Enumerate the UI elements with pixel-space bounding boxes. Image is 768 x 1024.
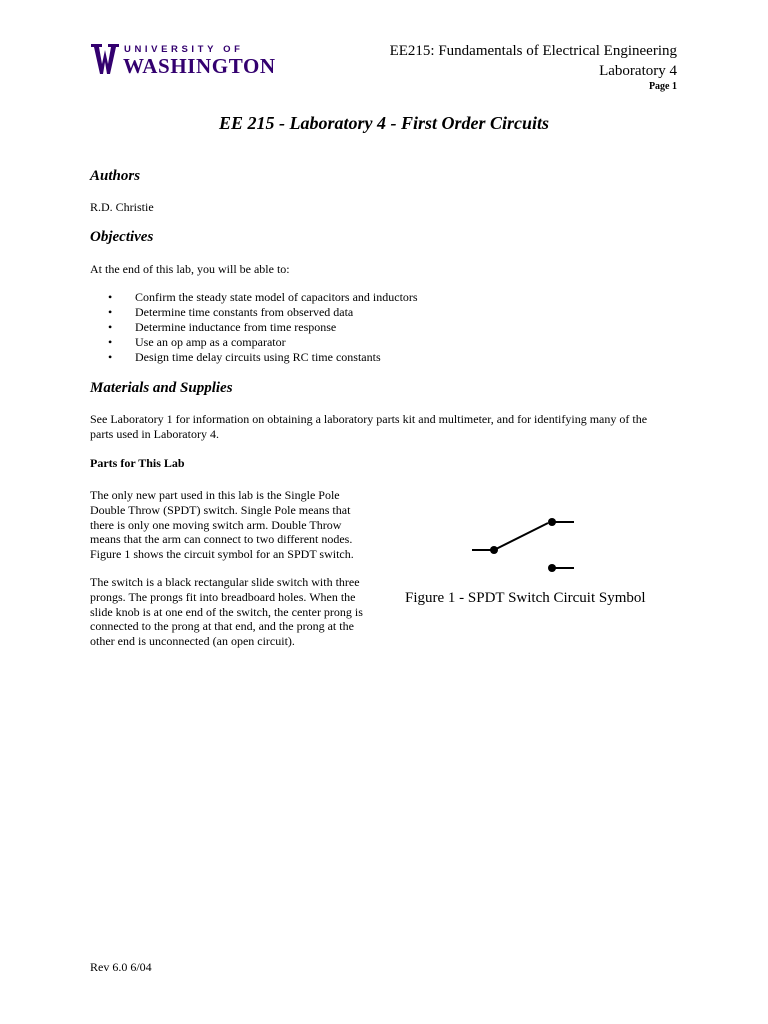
list-item [108, 290, 418, 305]
bullet-icon: • [108, 335, 113, 349]
objective-text: Use an op amp as a comparator [135, 335, 286, 349]
bullet-icon: • [108, 350, 113, 364]
text-line: means that the arm can connect to two different nodes. [90, 532, 353, 547]
header-page-number: Page 1 [648, 81, 677, 92]
text-line: slide knob is at one end of the switch, the center prong is [90, 604, 363, 619]
materials-text [90, 412, 690, 442]
materials-heading: Materials and Supplies [90, 380, 233, 396]
list-item [108, 305, 418, 320]
parts-heading: Parts for This Lab [90, 456, 185, 470]
text-line: other end is unconnected (an open circuit). [90, 634, 295, 649]
switch-description [90, 575, 390, 649]
uw-w-mark-icon [90, 42, 120, 76]
list-item [108, 350, 418, 365]
text-line: The switch is a black rectangular slide switch with three [90, 575, 360, 589]
objective-text: Confirm the steady state model of capacitors and inductors [135, 290, 418, 304]
header-lab-number: Laboratory 4 [599, 63, 677, 79]
logo-washington: WASHINGTON [123, 54, 276, 78]
objective-text: Design time delay circuits using RC time constants [135, 350, 381, 364]
switch-arm [494, 523, 548, 550]
objective-text: Determine inductance from time response [135, 320, 337, 334]
objectives-heading: Objectives [90, 229, 154, 245]
header-course-title: EE215: Fundamentals of Electrical Engineering [389, 43, 677, 59]
list-item [108, 320, 418, 335]
objectives-intro: At the end of this lab, you will be able to: [90, 262, 290, 276]
logo-university-of: UNIVERSITY OF [124, 44, 244, 55]
figure-caption: Figure 1 - SPDT Switch Circuit Symbol [405, 590, 646, 606]
objective-text: Determine time constants from observed data [135, 305, 354, 319]
authors-heading: Authors [90, 168, 141, 184]
spdt-description [90, 488, 390, 562]
university-logo [90, 42, 280, 82]
text-line: Double Throw (SPDT) switch. Single Pole means that [90, 502, 351, 517]
materials-line: See Laboratory 1 for information on obtaining a laboratory parts kit and multimeter, and for identifying many of the [90, 412, 648, 426]
text-line: there is only one moving switch arm. Double Throw [90, 517, 342, 532]
bullet-icon: • [108, 305, 113, 319]
objectives-list [108, 290, 418, 365]
spdt-switch-symbol [468, 512, 578, 574]
text-line: prongs. The prongs fit into breadboard holes. When the [90, 589, 356, 604]
bullet-icon: • [108, 290, 113, 304]
text-line: The only new part used in this lab is the Single Pole [90, 488, 340, 502]
text-line: connected to the prong at that end, and the prong at the [90, 619, 354, 634]
text-line: Figure 1 shows the circuit symbol for an SPDT switch. [90, 547, 354, 562]
document-title: EE 215 - Laboratory 4 - First Order Circuits [218, 113, 550, 133]
bullet-icon: • [108, 320, 113, 334]
revision-footer: Rev 6.0 6/04 [90, 960, 152, 974]
materials-line: parts used in Laboratory 4. [90, 427, 219, 441]
author-name: R.D. Christie [90, 200, 154, 214]
list-item [108, 335, 418, 350]
